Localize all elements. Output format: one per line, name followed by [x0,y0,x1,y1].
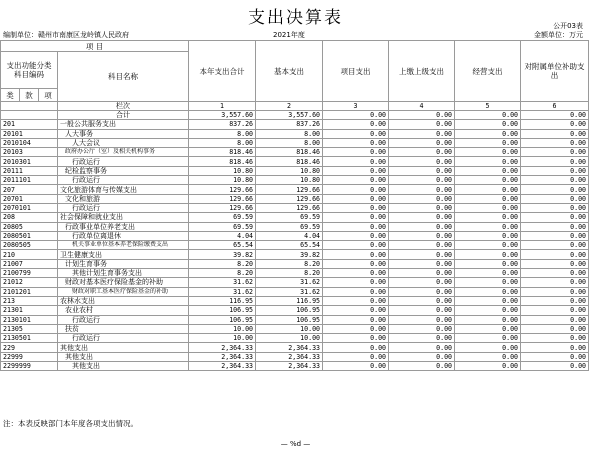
amount-cell: 10.00 [256,334,323,343]
table-row [1,315,589,324]
amount-cell: 0.00 [455,148,521,157]
total-value: 0.00 [521,111,589,120]
subject-name: 一般公共服务支出 [58,120,189,129]
amount-cell: 106.95 [189,315,256,324]
amount-cell: 2,364.33 [256,362,323,371]
amount-cell: 0.00 [521,259,589,268]
amount-cell: 0.00 [389,120,455,129]
subject-name: 行政运行 [58,176,189,185]
amount-cell: 0.00 [389,306,455,315]
total-value: 3,557.60 [189,111,256,120]
function-code: 20103 [1,148,58,157]
amount-cell: 837.26 [189,120,256,129]
amount-cell: 0.00 [521,241,589,250]
total-value: 0.00 [455,111,521,120]
amount-cell: 0.00 [389,138,455,147]
amount-cell: 0.00 [455,129,521,138]
amount-cell: 0.00 [323,306,389,315]
amount-cell: 0.00 [323,343,389,352]
total-value: 3,557.60 [256,111,323,120]
amount-cell: 129.66 [256,194,323,203]
amount-cell: 0.00 [389,362,455,371]
subject-name: 其他支出 [58,352,189,361]
amount-cell: 0.00 [455,259,521,268]
amount-cell: 8.20 [189,259,256,268]
amount-cell: 0.00 [455,324,521,333]
amount-cell: 0.00 [323,315,389,324]
amount-cell: 0.00 [521,194,589,203]
amount-cell: 0.00 [323,166,389,175]
amount-cell: 0.00 [389,194,455,203]
subject-name: 纪检监察事务 [58,166,189,175]
function-code: 20101 [1,129,58,138]
subject-name: 财政对基本医疗保险基金的补助 [58,278,189,287]
amount-cell: 129.66 [189,185,256,194]
expenditure-table [0,40,589,371]
column-index: 4 [389,102,455,111]
amount-cell: 8.00 [189,138,256,147]
function-code: 21305 [1,324,58,333]
subject-name: 卫生健康支出 [58,250,189,259]
amount-cell: 0.00 [521,166,589,175]
amount-cell: 0.00 [389,287,455,296]
amount-cell: 31.62 [256,287,323,296]
amount-cell: 116.95 [189,296,256,305]
function-code: 22999 [1,352,58,361]
amount-cell: 2,364.33 [189,352,256,361]
form-number: 公开03表 [553,22,583,30]
subject-name: 文化和旅游 [58,194,189,203]
subject-name: 行政事业单位养老支出 [58,222,189,231]
amount-cell: 0.00 [323,296,389,305]
kuan-header: 款 [20,89,39,102]
col-header-operating: 经营支出 [455,41,521,102]
amount-cell: 0.00 [323,222,389,231]
amount-cell: 0.00 [521,222,589,231]
amount-cell: 0.00 [389,222,455,231]
total-row [1,111,589,120]
table-row [1,176,589,185]
amount-cell: 106.95 [256,315,323,324]
amount-cell: 0.00 [455,203,521,212]
amount-cell: 0.00 [323,157,389,166]
amount-cell: 0.00 [455,343,521,352]
table-row [1,259,589,268]
amount-cell: 0.00 [455,315,521,324]
amount-cell: 0.00 [389,241,455,250]
amount-cell: 0.00 [455,306,521,315]
table-row [1,362,589,371]
table-row [1,194,589,203]
subject-name: 人大事务 [58,129,189,138]
function-code: 201 [1,120,58,129]
amount-cell: 106.95 [256,306,323,315]
amount-cell: 4.04 [189,231,256,240]
subject-name-header: 科目名称 [58,52,189,102]
amount-cell: 0.00 [323,194,389,203]
col-header-total: 本年支出合计 [189,41,256,102]
table-row [1,269,589,278]
function-code: 2130501 [1,334,58,343]
subject-name: 行政单位离退休 [58,231,189,240]
page-title: 支出决算表 [248,8,343,28]
total-value: 0.00 [323,111,389,120]
xiang-header: 项 [39,89,58,102]
amount-cell: 0.00 [455,138,521,147]
amount-cell: 0.00 [389,250,455,259]
amount-cell: 0.00 [521,120,589,129]
amount-cell: 0.00 [323,129,389,138]
subject-name: 其他计划生育事务支出 [58,269,189,278]
amount-cell: 8.20 [256,269,323,278]
amount-cell: 0.00 [521,157,589,166]
function-code: 21007 [1,259,58,268]
amount-cell: 0.00 [389,343,455,352]
amount-cell: 0.00 [521,138,589,147]
amount-cell: 0.00 [521,306,589,315]
amount-cell: 8.00 [189,129,256,138]
index-row-blank [1,102,58,111]
column-index: 3 [323,102,389,111]
table-row [1,334,589,343]
table-row [1,324,589,333]
amount-cell: 8.00 [256,129,323,138]
table-row [1,241,589,250]
amount-cell: 0.00 [521,269,589,278]
table-row [1,148,589,157]
function-code: 2101201 [1,287,58,296]
amount-cell: 0.00 [521,343,589,352]
amount-cell: 0.00 [389,148,455,157]
amount-cell: 10.80 [256,166,323,175]
amount-cell: 65.54 [189,241,256,250]
amount-cell: 0.00 [323,241,389,250]
amount-cell: 0.00 [455,334,521,343]
amount-cell: 116.95 [256,296,323,305]
amount-cell: 0.00 [389,278,455,287]
subject-name: 文化旅游体育与传媒支出 [58,185,189,194]
amount-cell: 129.66 [256,185,323,194]
amount-cell: 129.66 [189,194,256,203]
col-header-project: 项目支出 [323,41,389,102]
amount-cell: 0.00 [323,120,389,129]
amount-cell: 106.95 [189,306,256,315]
total-value: 0.00 [389,111,455,120]
function-code: 2100799 [1,269,58,278]
amount-cell: 0.00 [521,231,589,240]
table-row [1,250,589,259]
table-row [1,120,589,129]
table-row [1,222,589,231]
table-row [1,166,589,175]
amount-cell: 0.00 [389,296,455,305]
function-code: 2011101 [1,176,58,185]
table-row [1,287,589,296]
func-code-header: 支出功能分类科目编码 [1,52,58,89]
amount-cell: 0.00 [455,287,521,296]
function-code: 21012 [1,278,58,287]
function-code: 2080505 [1,241,58,250]
amount-cell: 0.00 [389,166,455,175]
col-header-remit-upper: 上缴上级支出 [389,41,455,102]
amount-cell: 0.00 [323,250,389,259]
amount-cell: 0.00 [455,157,521,166]
amount-cell: 0.00 [455,278,521,287]
amount-cell: 0.00 [455,250,521,259]
amount-cell: 0.00 [323,352,389,361]
amount-cell: 2,364.33 [189,343,256,352]
amount-cell: 69.59 [189,222,256,231]
item-header: 项 目 [1,41,189,52]
amount-cell: 0.00 [389,315,455,324]
function-code: 229 [1,343,58,352]
table-body [1,120,589,371]
function-code: 207 [1,185,58,194]
amount-cell: 0.00 [455,185,521,194]
subject-name: 社会保障和就业支出 [58,213,189,222]
table-meta-line [3,30,583,40]
total-label: 合计 [58,111,189,120]
function-code: 208 [1,213,58,222]
amount-cell: 31.62 [189,287,256,296]
function-code: 20805 [1,222,58,231]
col-header-subsidy-affiliated: 对附属单位补助支出 [521,41,589,102]
amount-cell: 0.00 [389,203,455,212]
amount-cell: 0.00 [455,166,521,175]
amount-cell: 0.00 [455,194,521,203]
amount-cell: 0.00 [521,185,589,194]
subject-name: 行政运行 [58,203,189,212]
table-row [1,343,589,352]
amount-cell: 818.46 [189,157,256,166]
amount-cell: 0.00 [389,324,455,333]
amount-cell: 0.00 [389,176,455,185]
amount-cell: 0.00 [455,352,521,361]
amount-cell: 10.00 [256,324,323,333]
subject-name: 行政运行 [58,157,189,166]
amount-cell: 129.66 [189,203,256,212]
amount-cell: 0.00 [455,231,521,240]
amount-cell: 0.00 [389,185,455,194]
amount-cell: 8.20 [256,259,323,268]
amount-cell: 8.20 [189,269,256,278]
amount-cell: 0.00 [521,334,589,343]
function-code: 2130101 [1,315,58,324]
table-row [1,296,589,305]
amount-cell: 0.00 [455,241,521,250]
amount-cell: 8.00 [256,138,323,147]
amount-cell: 0.00 [521,176,589,185]
amount-cell: 0.00 [455,269,521,278]
subject-name: 扶贫 [58,324,189,333]
amount-cell: 2,364.33 [256,343,323,352]
table-row [1,352,589,361]
function-code: 2010301 [1,157,58,166]
function-code: 21301 [1,306,58,315]
amount-cell: 0.00 [323,362,389,371]
table-row [1,278,589,287]
amount-cell: 818.46 [256,157,323,166]
function-code: 213 [1,296,58,305]
subject-name: 其他支出 [58,362,189,371]
table-row [1,203,589,212]
amount-cell: 10.80 [256,176,323,185]
subject-name: 行政运行 [58,334,189,343]
amount-cell: 0.00 [389,259,455,268]
subject-name: 农业农村 [58,306,189,315]
column-index-label: 栏次 [58,102,189,111]
function-code: 2070101 [1,203,58,212]
subject-name: 人大会议 [58,138,189,147]
amount-unit-label: 金额单位：万元 [534,31,583,39]
amount-cell: 0.00 [455,362,521,371]
function-code: 20111 [1,166,58,175]
column-index: 6 [521,102,589,111]
subject-name: 计划生育事务 [58,259,189,268]
amount-cell: 0.00 [323,176,389,185]
amount-cell: 0.00 [521,287,589,296]
amount-cell: 0.00 [323,203,389,212]
table-row [1,185,589,194]
amount-cell: 0.00 [323,138,389,147]
amount-cell: 0.00 [455,296,521,305]
total-row-blank [1,111,58,120]
amount-cell: 4.04 [256,231,323,240]
subject-name: 农林水支出 [58,296,189,305]
amount-cell: 0.00 [521,129,589,138]
amount-cell: 0.00 [323,324,389,333]
amount-cell: 0.00 [521,213,589,222]
amount-cell: 0.00 [521,278,589,287]
amount-cell: 31.62 [189,278,256,287]
function-code: 20701 [1,194,58,203]
amount-cell: 818.46 [189,148,256,157]
amount-cell: 39.82 [256,250,323,259]
amount-cell: 10.80 [189,176,256,185]
table-note: 注：本表反映部门本年度各项支出情况。 [3,419,138,428]
amount-cell: 69.59 [189,213,256,222]
function-code: 2080501 [1,231,58,240]
amount-cell: 0.00 [323,269,389,278]
amount-cell: 0.00 [521,315,589,324]
amount-cell: 10.00 [189,334,256,343]
amount-cell: 0.00 [389,129,455,138]
amount-cell: 0.00 [323,231,389,240]
amount-cell: 0.00 [323,278,389,287]
amount-cell: 0.00 [521,148,589,157]
amount-cell: 0.00 [389,352,455,361]
amount-cell: 65.54 [256,241,323,250]
amount-cell: 0.00 [455,120,521,129]
subject-name: 行政运行 [58,315,189,324]
amount-cell: 0.00 [455,213,521,222]
amount-cell: 0.00 [323,334,389,343]
col-header-basic: 基本支出 [256,41,323,102]
amount-cell: 0.00 [521,296,589,305]
amount-cell: 10.80 [189,166,256,175]
column-index: 1 [189,102,256,111]
table-row [1,213,589,222]
table-row [1,306,589,315]
amount-cell: 0.00 [455,222,521,231]
column-index: 5 [455,102,521,111]
lei-header: 类 [1,89,20,102]
amount-cell: 818.46 [256,148,323,157]
amount-cell: 0.00 [389,269,455,278]
amount-cell: 0.00 [521,352,589,361]
amount-cell: 0.00 [323,185,389,194]
page-footer: — %d — [280,440,311,448]
amount-cell: 0.00 [521,250,589,259]
amount-cell: 0.00 [389,231,455,240]
amount-cell: 2,364.33 [256,352,323,361]
amount-cell: 0.00 [521,324,589,333]
amount-cell: 69.59 [256,222,323,231]
amount-cell: 0.00 [323,213,389,222]
organization-label: 编制单位：赣州市南康区龙岭镇人民政府 [3,31,129,39]
function-code: 2010104 [1,138,58,147]
function-code: 2299999 [1,362,58,371]
subject-name: 政府办公厅（室）及相关机构事务 [58,148,189,157]
column-index: 2 [256,102,323,111]
function-code: 210 [1,250,58,259]
amount-cell: 0.00 [521,362,589,371]
amount-cell: 0.00 [455,176,521,185]
amount-cell: 31.62 [256,278,323,287]
amount-cell: 837.26 [256,120,323,129]
amount-cell: 39.82 [189,250,256,259]
amount-cell: 0.00 [521,203,589,212]
subject-name: 其他支出 [58,343,189,352]
table-row [1,157,589,166]
table-row [1,129,589,138]
amount-cell: 0.00 [323,148,389,157]
amount-cell: 0.00 [323,259,389,268]
subject-name: 财政对职工基本医疗保险基金的补助 [58,287,189,296]
amount-cell: 2,364.33 [189,362,256,371]
amount-cell: 129.66 [256,203,323,212]
table-row [1,138,589,147]
amount-cell: 0.00 [389,334,455,343]
amount-cell: 0.00 [323,287,389,296]
amount-cell: 0.00 [389,157,455,166]
subject-name: 机关事业单位基本养老保险缴费支出 [58,241,189,250]
fiscal-year: 2021年度 [273,31,305,39]
amount-cell: 0.00 [389,213,455,222]
amount-cell: 69.59 [256,213,323,222]
table-row [1,231,589,240]
amount-cell: 10.00 [189,324,256,333]
